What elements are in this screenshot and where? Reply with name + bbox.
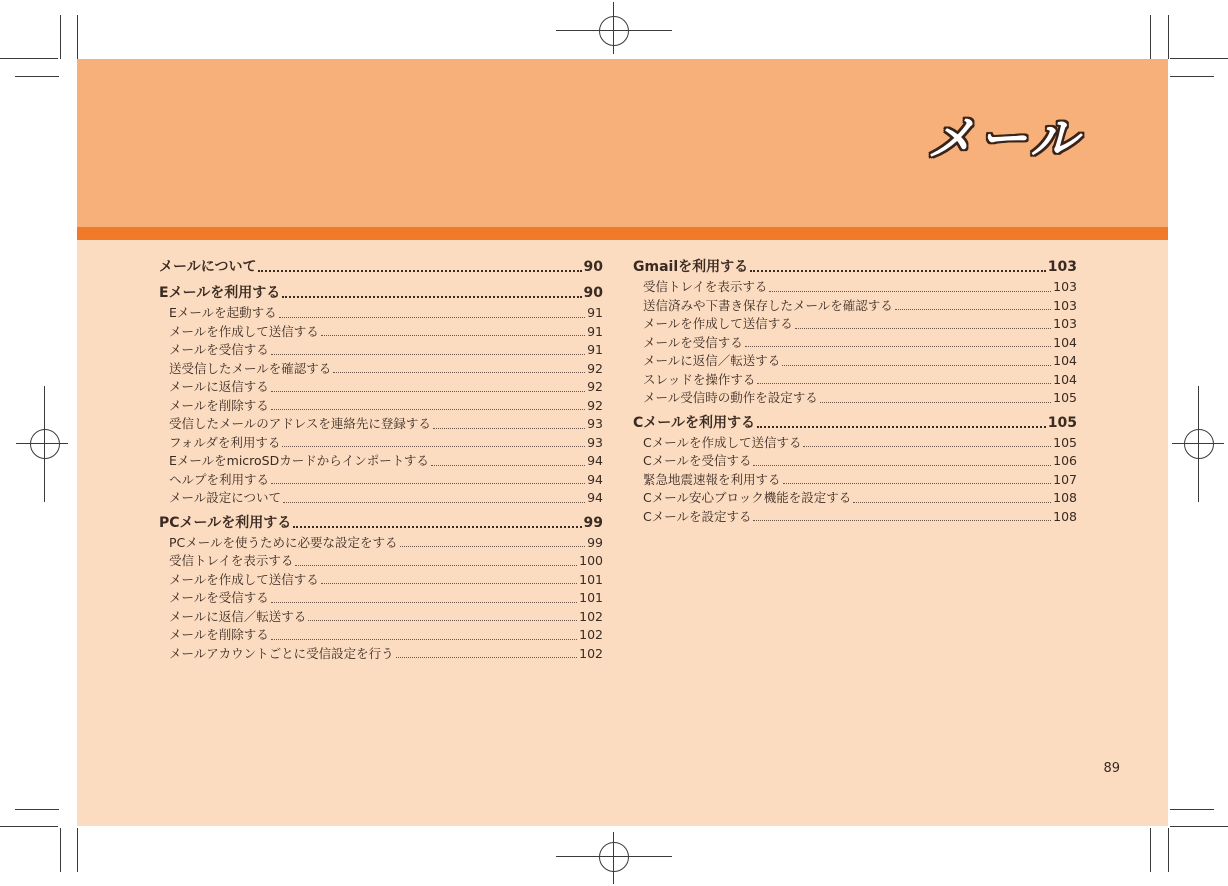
toc-label: PCメールを使うために必要な設定をする: [169, 534, 398, 550]
toc-leader-dots: [753, 465, 1051, 466]
toc-leader-dots: [308, 620, 577, 621]
toc-leader-dots: [279, 317, 585, 318]
toc-label: PCメールを利用する: [159, 514, 292, 531]
toc-item[interactable]: [159, 341, 603, 360]
toc-page-number: 108: [1053, 508, 1077, 524]
toc-label: メールに返信／転送する: [643, 353, 781, 368]
toc-item[interactable]: [159, 552, 603, 571]
toc-label: Gmailを利用する: [633, 259, 749, 275]
toc-label: メール受信時の動作を設定する: [643, 390, 818, 405]
toc-leader-dots: [321, 583, 577, 584]
toc-page-number: 92: [587, 397, 603, 413]
toc-leader-dots: [271, 602, 577, 603]
toc-label: Eメールを起動する: [169, 305, 277, 320]
toc-item[interactable]: [159, 378, 603, 397]
toc-label: メールについて: [159, 259, 257, 275]
toc-label: メール設定について: [169, 490, 282, 505]
toc-item[interactable]: [159, 626, 603, 645]
toc-leader-dots: [271, 639, 577, 640]
toc-page-number: 102: [579, 608, 603, 624]
toc-section[interactable]: [159, 282, 603, 304]
toc-item[interactable]: [633, 508, 1077, 527]
toc-item[interactable]: [159, 571, 603, 590]
toc-leader-dots: [396, 657, 578, 658]
toc-item[interactable]: [633, 452, 1077, 471]
toc-item[interactable]: [633, 334, 1077, 353]
toc-leader-dots: [757, 426, 1046, 428]
toc-item[interactable]: [159, 304, 603, 323]
toc-item[interactable]: [633, 352, 1077, 371]
toc-page-number: 99: [587, 534, 603, 550]
toc-label: メールを作成して送信する: [169, 571, 319, 587]
toc-page-number: 101: [579, 590, 603, 605]
toc-page-number: 93: [587, 416, 603, 431]
toc-page-number: 100: [579, 553, 603, 568]
toc-page-number: 104: [1053, 353, 1077, 368]
toc-leader-dots: [795, 328, 1051, 329]
toc-item[interactable]: [159, 471, 603, 490]
toc-section[interactable]: [633, 256, 1077, 278]
toc-page-number: 102: [579, 627, 603, 642]
toc-item[interactable]: [159, 534, 603, 553]
toc-label: 送信済みや下書き保存したメールを確認する: [643, 297, 893, 313]
toc-item[interactable]: [159, 589, 603, 608]
toc-leader-dots: [321, 335, 585, 336]
toc-leader-dots: [271, 409, 585, 410]
toc-page-number: 93: [587, 434, 603, 450]
toc-item[interactable]: [633, 371, 1077, 390]
toc-label: EメールをmicroSDカードからインポートする: [169, 453, 429, 468]
toc-label: Cメールを作成して送信する: [643, 434, 802, 450]
toc-section[interactable]: [159, 256, 603, 278]
toc-page-number: 92: [587, 360, 603, 376]
toc-leader-dots: [820, 402, 1051, 403]
toc-label: スレッドを操作する: [643, 371, 756, 387]
toc-page-number: 106: [1053, 453, 1077, 468]
toc-left-column: [159, 256, 603, 663]
toc-page-number: 94: [587, 490, 603, 505]
toc-leader-dots: [757, 383, 1051, 384]
toc-page-number: 104: [1053, 334, 1077, 350]
toc-leader-dots: [258, 270, 581, 272]
toc-page-number: 99: [583, 514, 603, 531]
toc-label: 受信トレイを表示する: [643, 279, 768, 294]
toc-item[interactable]: [633, 297, 1077, 316]
toc-page-number: 104: [1053, 371, 1077, 387]
toc-page-number: 103: [1053, 297, 1077, 313]
toc-leader-dots: [745, 346, 1051, 347]
toc-item[interactable]: [633, 278, 1077, 297]
toc-leader-dots: [431, 465, 585, 466]
toc-item[interactable]: [159, 415, 603, 434]
toc-label: メールを削除する: [169, 397, 269, 413]
toc-page-number: 91: [587, 342, 603, 357]
toc-item[interactable]: [159, 645, 603, 664]
toc-label: メールを受信する: [643, 334, 743, 350]
toc-label: Cメール安心ブロック機能を設定する: [643, 490, 852, 505]
page: [77, 59, 1168, 826]
toc-label: ヘルプを利用する: [169, 471, 270, 487]
toc-right-column: [633, 256, 1077, 526]
toc-page-number: 103: [1053, 316, 1077, 331]
toc-page-number: 91: [587, 323, 603, 339]
toc-label: メールアカウントごとに受信設定を行う: [169, 645, 394, 661]
toc-label: Cメールを受信する: [643, 453, 752, 468]
toc-leader-dots: [782, 365, 1051, 366]
toc-item[interactable]: [633, 389, 1077, 408]
toc-leader-dots: [293, 526, 581, 528]
toc-leader-dots: [283, 502, 585, 503]
toc-label: 送受信したメールを確認する: [169, 360, 332, 376]
toc-label: 緊急地震速報を利用する: [643, 471, 781, 487]
toc-leader-dots: [895, 309, 1051, 310]
toc-item[interactable]: [159, 360, 603, 379]
toc-label: Eメールを利用する: [159, 285, 281, 301]
toc-page-number: 103: [1047, 259, 1077, 275]
toc-leader-dots: [400, 546, 586, 547]
toc-item[interactable]: [159, 452, 603, 471]
page-number: 89: [1103, 761, 1120, 776]
toc-item[interactable]: [633, 489, 1077, 508]
toc-leader-dots: [271, 391, 585, 392]
toc-page-number: 103: [1053, 279, 1077, 294]
toc-label: メールに返信する: [169, 379, 269, 394]
toc-item[interactable]: [159, 397, 603, 416]
toc-page-number: 108: [1053, 490, 1077, 505]
toc-label: メールを受信する: [169, 342, 269, 357]
chapter-header: [77, 59, 1168, 227]
toc-label: メールを削除する: [169, 627, 269, 642]
toc-item[interactable]: [633, 434, 1077, 453]
toc-page-number: 92: [587, 379, 603, 394]
toc-label: フォルダを利用する: [169, 434, 281, 450]
toc-page-number: 90: [583, 259, 603, 275]
toc-item[interactable]: [159, 489, 603, 508]
toc-item[interactable]: [633, 315, 1077, 334]
toc-page-number: 107: [1053, 471, 1077, 487]
toc-page-number: 94: [587, 453, 603, 468]
toc-page-number: 90: [583, 285, 603, 301]
toc-leader-dots: [333, 372, 585, 373]
toc-label: メールを受信する: [169, 590, 269, 605]
toc-leader-dots: [750, 270, 1046, 272]
toc-page-number: 105: [1053, 434, 1077, 450]
toc-page-number: 91: [587, 305, 603, 320]
toc-page-number: 101: [579, 571, 603, 587]
toc-leader-dots: [783, 483, 1052, 484]
toc-label: Cメールを利用する: [633, 414, 755, 431]
toc-label: メールを作成して送信する: [169, 323, 319, 339]
toc-item[interactable]: [633, 471, 1077, 490]
toc-page-number: 102: [579, 645, 603, 661]
toc-page-number: 105: [1047, 414, 1077, 431]
toc-page-number: 94: [587, 471, 603, 487]
toc-leader-dots: [271, 483, 585, 484]
header-stripe: [77, 227, 1168, 240]
toc-leader-dots: [433, 428, 585, 429]
toc-section[interactable]: [633, 412, 1077, 434]
toc-item[interactable]: [159, 608, 603, 627]
toc-leader-dots: [295, 565, 577, 566]
toc-leader-dots: [282, 446, 585, 447]
toc-item[interactable]: [159, 434, 603, 453]
toc-leader-dots: [803, 446, 1051, 447]
toc-leader-dots: [769, 291, 1051, 292]
toc-leader-dots: [282, 296, 581, 298]
toc-section[interactable]: [159, 512, 603, 534]
toc-leader-dots: [753, 520, 1051, 521]
toc-item[interactable]: [159, 323, 603, 342]
toc-label: 受信トレイを表示する: [169, 553, 294, 568]
toc-label: 受信したメールのアドレスを連絡先に登録する: [169, 416, 431, 431]
toc-label: Cメールを設定する: [643, 508, 752, 524]
toc-label: メールを作成して送信する: [643, 316, 793, 331]
toc-page-number: 105: [1053, 390, 1077, 405]
toc-leader-dots: [271, 354, 585, 355]
toc-label: メールに返信／転送する: [169, 608, 307, 624]
toc-leader-dots: [853, 502, 1051, 503]
chapter-title: メール: [926, 111, 1082, 167]
